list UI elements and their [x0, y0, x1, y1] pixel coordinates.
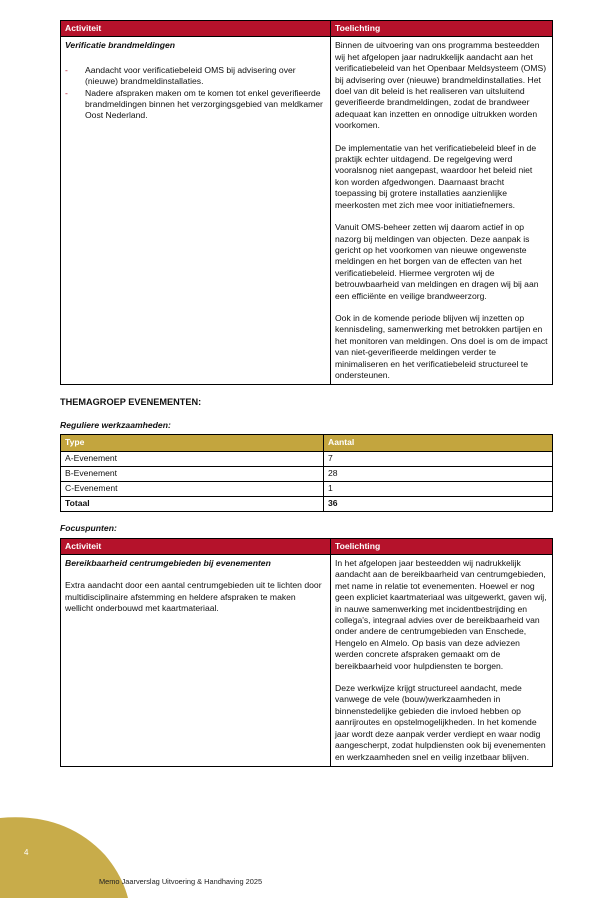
- list-item: [65, 65, 326, 88]
- type-cell: A-Evenement: [61, 452, 324, 467]
- bullet-text: Nadere afspraken maken om te komen tot enkel geverifieerde brandmeldingen binnen het verzorgingsgebied van meldkamer Oost Nederland.: [85, 87, 323, 121]
- explanation-paragraph: Ook in de komende periode blijven wij inzetten op kennisdeling, samenwerking met betrokken partijen en het monitoren van meldingen. Ons doel is om de impact van niet-geverifieerde meldingen verder te minimaliseren en het verificatiebeleid structureel te ondersteunen.: [335, 312, 548, 380]
- explanation-paragraph: Binnen de uitvoering van ons programma besteedden wij het afgelopen jaar nadrukkelijk aandacht aan het verificatiebeleid van het Openbaar Meldsysteem (OMS) bij advisering over (nieuwe) brandmeldinstallaties. Het doel van dit beleid is het realiseren van uitsluitend geverifieerde brandmeldingen, zodat de brandweer adequaat kan inzetten en onnodige uitrukken worden voorkomen.: [335, 40, 547, 131]
- table-header-row: [61, 435, 553, 452]
- total-label: Totaal: [61, 497, 324, 512]
- column-header-activiteit: Activiteit: [61, 21, 331, 37]
- event-type-table: [60, 434, 553, 512]
- explanation-paragraph: De implementatie van het verificatiebeleid bleef in de praktijk echter uitdagend. De regelgeving werd vooralsnog niet aangepast, waardoor het beleid niet kon worden afgedwongen. Daarnaast bracht toepassing bij grotere installaties aanzienlijke meerkosten met zich mee voor initiatiefnemers.: [335, 142, 537, 210]
- total-value: 36: [324, 497, 553, 512]
- explanation-paragraph: Vanuit OMS-beheer zetten wij daarom actief in op nazorg bij meldingen van objecten. Deze aanpak is gericht op het voorkomen van nieuwe ongewenste meldingen en het borgen van de effecten van het verificatiebeleid. Hiermee vergroten wij de betrouwbaarheid van meldingen en dragen wij bij aan een efficiënte en veilige brandweerzorg.: [335, 222, 539, 301]
- column-header-toelichting: Toelichting: [331, 21, 553, 37]
- activity-cell: [61, 37, 331, 385]
- column-header-aantal: Aantal: [324, 435, 553, 452]
- activity-bullet-list: [65, 65, 326, 122]
- table-row: [61, 482, 553, 497]
- activity-description: Extra aandacht door een aantal centrumgebieden uit te lichten door multidisciplinaire afstemming en heldere afspraken te maken wellicht onderbouwd met kaartmateriaal.: [65, 580, 322, 614]
- table-row: [61, 37, 553, 385]
- column-header-toelichting: Toelichting: [331, 538, 553, 554]
- explanation-paragraph: In het afgelopen jaar besteedden wij nadrukkelijk aandacht aan de bereikbaarheid van centrumgebieden, met name in relatie tot evenementen. Hoewel er nog geen expliciet kaartmateriaal was uitgewerkt, gaven wij, in nauwe samenwerking met incidentbestrijding en collega's, integraal advies over de bereikbaarheid van onder andere de centrumgebieden van Enschede, Hengelo en Almelo. Op basis van deze adviezen werden concrete afspraken gemaakt om de bereikbaarheid voor hulpdiensten te borgen.: [335, 558, 547, 671]
- type-cell: C-Evenement: [61, 482, 324, 497]
- activity-table-bereikbaarheid: [60, 538, 553, 767]
- type-cell: B-Evenement: [61, 467, 324, 482]
- count-cell: 7: [324, 452, 553, 467]
- explanation-cell: [331, 37, 553, 385]
- activity-title: Bereikbaarheid centrumgebieden bij evenementen: [65, 558, 271, 568]
- table-header-row: [61, 538, 553, 554]
- total-row: [61, 497, 553, 512]
- focus-points-label: Focuspunten:: [60, 523, 117, 534]
- count-cell: 1: [324, 482, 553, 497]
- count-cell: 28: [324, 467, 553, 482]
- activity-table-brandmeldingen: [60, 20, 553, 385]
- bullet-marker: -: [65, 87, 68, 98]
- activity-title: Verificatie brandmeldingen: [65, 40, 175, 51]
- bullet-marker: -: [65, 64, 68, 75]
- footer-text: Memo Jaarverslag Uitvoering & Handhaving 2025: [99, 877, 263, 886]
- regular-work-label: Reguliere werkzaamheden:: [60, 419, 171, 430]
- activity-cell: [61, 555, 331, 767]
- page-number: 4: [24, 848, 29, 857]
- table-row: [61, 467, 553, 482]
- explanation-cell: [331, 555, 553, 767]
- section-title: THEMAGROEP EVENEMENTEN:: [60, 397, 202, 408]
- table-header-row: [61, 21, 553, 37]
- bullet-text: Aandacht voor verificatiebeleid OMS bij advisering over (nieuwe) brandmeldinstallaties.: [85, 64, 296, 87]
- list-item: [65, 88, 326, 122]
- explanation-paragraph: Deze werkwijze krijgt structureel aandacht, mede vanwege de vele (bouw)werkzaamheden in binnenstedelijke gebieden die invloed hebben op aanrijroutes en opstelmogelijkheden. In het komende jaar wordt deze aanpak verder verdiept en waar nodig aangescherpt, zodat hulpdiensten ook bij evenementen en werkzaamheden snel en veilig inzetbaar blijven.: [335, 683, 546, 762]
- table-row: [61, 452, 553, 467]
- column-header-activiteit: Activiteit: [61, 538, 331, 554]
- column-header-type: Type: [61, 435, 324, 452]
- document-page: [60, 20, 553, 767]
- table-row: [61, 555, 553, 767]
